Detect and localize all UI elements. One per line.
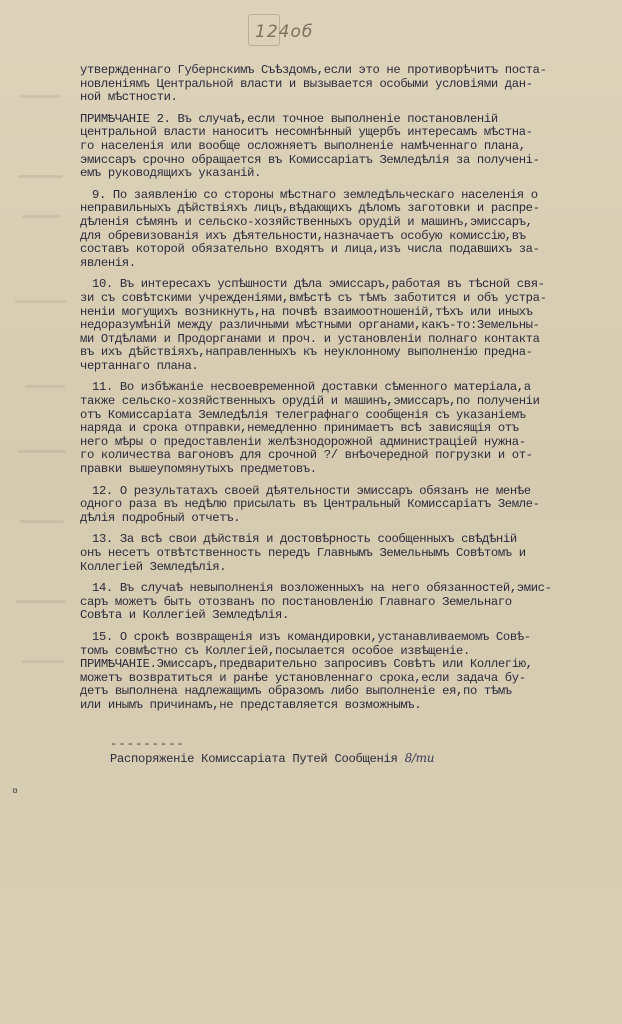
paragraph <box>80 631 620 713</box>
text-line: ми Отдѣлами и Продорганами и проч. и установленіи полнаго контакта <box>80 332 540 346</box>
text-line: неніи могущихъ возникнуть,на почвѣ взаимоотношеній,тѣхъ или иныхъ <box>80 305 533 319</box>
text-line: одного раза въ недѣлю присылать въ Центральный Комиссаріатъ Земле- <box>80 498 540 512</box>
margin-pencil-mark: ¤ <box>12 787 19 798</box>
text-line: 15. О срокѣ возвращенія изъ командировки,устанавливаемомъ Совѣ- <box>92 630 531 644</box>
text-line: детъ выполнена надлежащимъ образомъ либо выполненіе ея,по тѣмъ <box>80 685 512 699</box>
paragraph <box>80 189 620 271</box>
text-line: въ ихъ дѣйствіяхъ,направленныхъ къ неуклонному выполненію предна- <box>80 346 533 360</box>
paragraph <box>80 582 620 623</box>
paragraph <box>80 113 620 181</box>
paragraph <box>80 533 620 574</box>
text-line: или инымъ причинамъ,не представляется возможнымъ. <box>80 698 422 712</box>
text-line: для обревизованія ихъ дѣятельности,назначаетъ особую комиссію,въ <box>80 229 526 243</box>
text-line: него мѣры о предоставленіи желѣзнодорожной администраціей нужна- <box>80 435 526 449</box>
text-line: Коллегіей Земледѣлія. <box>80 560 227 574</box>
paragraph <box>80 278 620 373</box>
text-line: 9. По заявленію со стороны мѣстнаго земледѣльческаго населенія о <box>92 188 538 202</box>
text-line: новленіямъ Центральной власти и вызывается особыми условіями дан- <box>80 77 533 91</box>
text-line: зи съ совѣтскими учрежденіями,вмѣстѣ съ тѣмъ заботится и объ устра- <box>80 291 547 305</box>
text-line: Совѣта и Коллегіей Земледѣлія. <box>80 609 289 623</box>
folio-number: 124об <box>255 22 314 42</box>
paragraph <box>80 381 620 476</box>
text-line: явленія. <box>80 256 136 270</box>
text-line: го населенія или вообще осложняетъ выполненіе намѣченнаго плана, <box>80 139 526 153</box>
paragraph <box>80 64 620 105</box>
text-line: эмиссаръ срочно обращается въ Комиссаріатъ Земледѣлія за полученi- <box>80 153 540 167</box>
text-line: 12. О результатахъ своей дѣятельности эмиссаръ обязанъ не менѣе <box>92 484 531 498</box>
text-line: дѣленія сѣмянъ и сельско-хозяйственныхъ орудій и машинъ,эмиссаръ, <box>80 215 533 229</box>
text-line: наряда и срока отправки,немедленно принимаетъ всѣ зависящія отъ <box>80 422 519 436</box>
text-line: 14. Въ случаѣ невыполненія возложенныхъ на него обязанностей,эмис- <box>92 582 552 596</box>
text-line: правки вышеупомянутыхъ предметовъ. <box>80 463 317 477</box>
text-line: составъ которой обязательно входятъ и лица,изъ числа подавшихъ за- <box>80 243 540 257</box>
text-line: 10. Въ интересахъ успѣшности дѣла эмиссаръ,работая въ тѣсной свя- <box>92 278 545 292</box>
text-line: можетъ возвратиться и ранѣе установленнаго срока,если задача бу- <box>80 671 526 685</box>
text-line: саръ можетъ быть отозванъ по постановленію Главнаго Земельнаго <box>80 595 512 609</box>
text-line: 13. За всѣ свои дѣйствія и достовѣрность сообщенныхъ свѣдѣній <box>92 533 517 547</box>
footer-rule: --------- <box>110 737 185 751</box>
text-line: чертаннаго плана. <box>80 359 199 373</box>
text-line: ПРИМѢЧАНІЕ.Эмиссаръ,предварительно запросивъ Совѣтъ или Коллегію, <box>80 658 533 672</box>
text-line: емъ руководящихъ указаній. <box>80 167 262 181</box>
bleed-through-area <box>30 775 590 791</box>
text-line: го количества вагоновъ для срочной ?/ внѣочередной погрузки и от- <box>80 449 533 463</box>
text-line: онъ несетъ отвѣтственность передъ Главнымъ Земельнымъ Совѣтомъ и <box>80 547 526 560</box>
text-line: утвержденнаго Губернскимъ Съѣздомъ,если это не противорѣчитъ поста- <box>80 64 547 77</box>
footer-title: Распоряженіе Комиссаріата Путей Сообщенія <box>110 752 398 766</box>
text-line: томъ совмѣстно съ Коллегіей,посылается особое извѣщеніе. <box>80 644 470 658</box>
text-line: дѣлія подробный отчетъ. <box>80 511 241 525</box>
text-line: также сельско-хозяйственныхъ орудій и машинъ,эмиссаръ,по полученіи <box>80 395 540 409</box>
document-body <box>80 64 620 721</box>
text-line: 11. Во избѣжаніе несвоевременной доставки сѣменного матеріала,а <box>92 381 531 395</box>
handwritten-annotation: 8/ти <box>404 751 435 765</box>
text-line: ПРИМѢЧАНІЕ 2. Въ случаѣ,если точное выполненіе постановленій <box>80 112 498 126</box>
footer-heading <box>110 737 434 766</box>
text-line: неправильныхъ дѣйствіяхъ лицъ,вѣдающихъ дѣломъ заготовки и распре- <box>80 202 540 216</box>
text-line: недоразумѣній между различными мѣстными органами,какъ-то:Земельны- <box>80 319 540 333</box>
text-line: ной мѣстности. <box>80 91 178 105</box>
text-line: центральной власти наноситъ несомнѣнный ущербъ интересамъ мѣстна- <box>80 126 533 140</box>
text-line: отъ Комиссаріата Земледѣлія телеграфнаго сообщенія съ указаніемъ <box>80 408 526 422</box>
paragraph <box>80 485 620 526</box>
